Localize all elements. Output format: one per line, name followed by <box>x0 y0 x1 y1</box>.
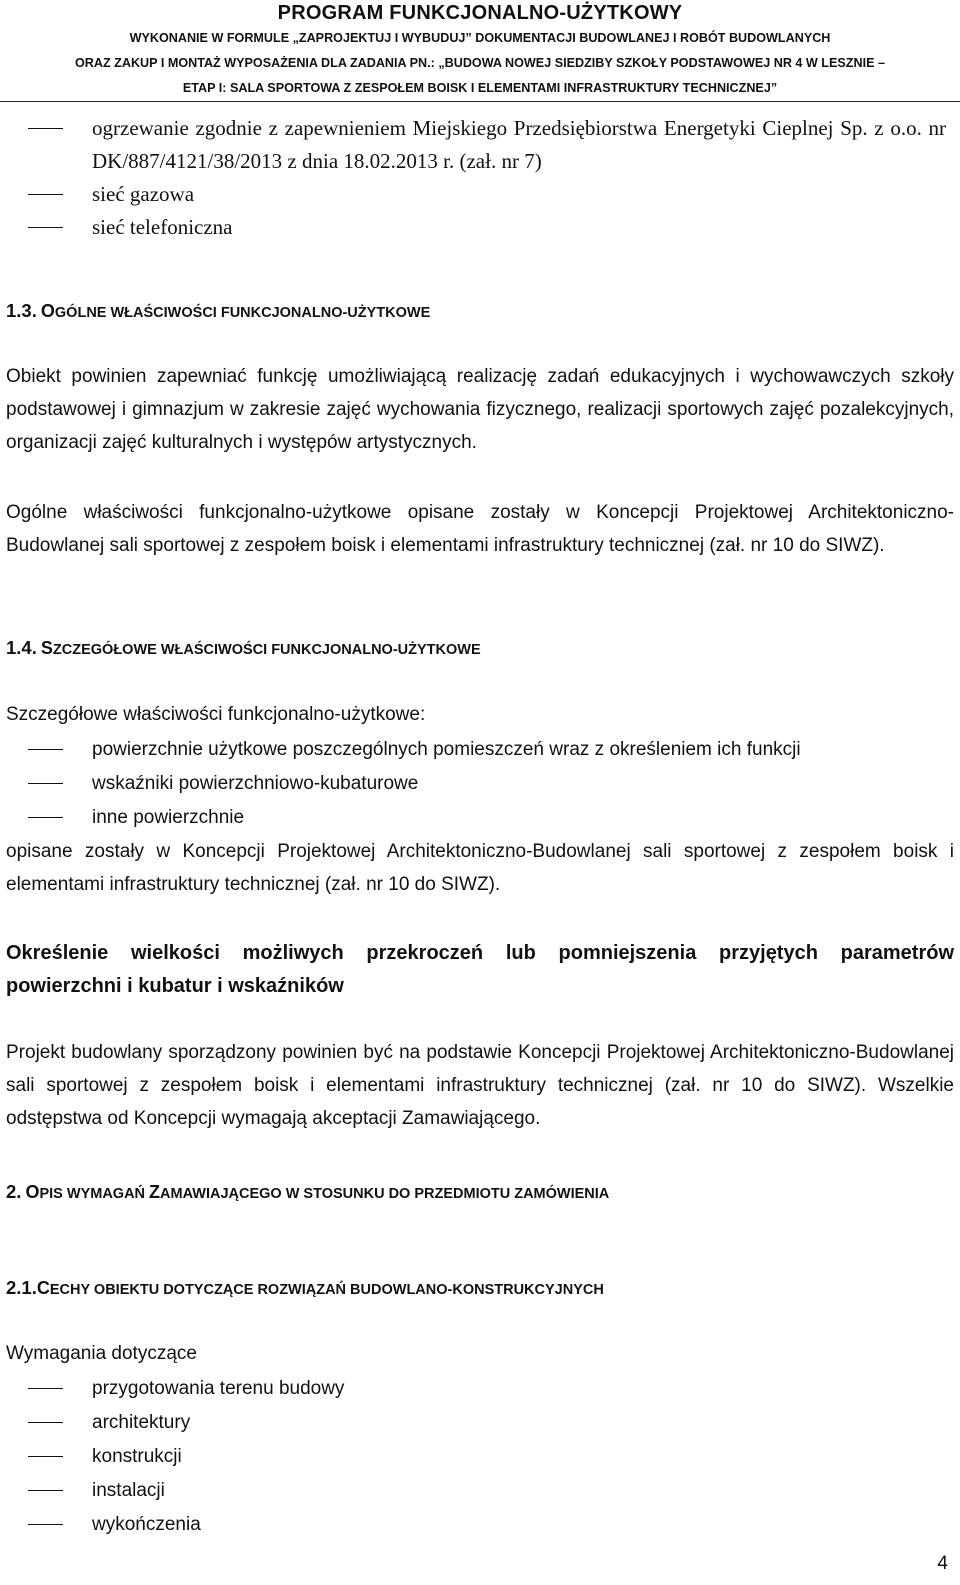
paragraph: Obiekt powinien zapewniać funkcję umożliwiającą realizację zadań edukacyjnych i wychowawczych szkoły podstawowej i gimnazjum w zakresie zajęć wychowania fizycznego, realizacji sportowych zajęć pozalekcyjnych, organizacji zajęć kulturalnych i występów artystycznych. <box>6 366 954 453</box>
list-item: powierzchnie użytkowe poszczególnych pomieszczeń wraz z określeniem ich funkcji <box>28 733 946 766</box>
section-heading-1-3: 1.3. OGÓLNE WŁAŚCIWOŚCI FUNKCJONALNO-UŻYTKOWE <box>6 300 431 321</box>
bold-heading: Określenie wielkości możliwych przekroczeń lub pomniejszenia przyjętych parametrów powierzchni i kubatur i wskaźników <box>6 942 954 997</box>
paragraph: opisane zostały w Koncepcji Projektowej Architektoniczno-Budowlanej sali sportowej z zespołem boisk i elementami infrastruktury technicznej (zał. nr 10 do SIWZ). <box>6 841 954 895</box>
header-line-3: ETAP I: SALA SPORTOWA Z ZESPOŁEM BOISK I ELEMENTAMI INFRASTRUKTURY TECHNICZNEJ” <box>182 81 778 95</box>
list-item: wykończenia <box>28 1508 946 1541</box>
header-line-1: WYKONANIE W FORMULE „ZAPROJEKTUJ I WYBUDUJ” DOKUMENTACJI BUDOWLANEJ I ROBÓT BUDOWLANYCH <box>129 31 831 45</box>
header-title: PROGRAM FUNKCJONALNO-UŻYTKOWY <box>277 2 683 24</box>
list-item: wskaźniki powierzchniowo-kubaturowe <box>28 767 946 800</box>
document-header <box>0 0 960 102</box>
paragraph: Szczegółowe właściwości funkcjonalno-użytkowe: <box>6 704 426 725</box>
list-item: sieć telefoniczna <box>28 211 946 244</box>
list-item: konstrukcji <box>28 1440 946 1473</box>
list-item: sieć gazowa <box>28 178 946 211</box>
list-item: instalacji <box>28 1474 946 1507</box>
list-item: architektury <box>28 1406 946 1439</box>
paragraph: Wymagania dotyczące <box>6 1343 197 1364</box>
list-item: przygotowania terenu budowy <box>28 1372 946 1405</box>
paragraph: Projekt budowlany sporządzony powinien być na podstawie Koncepcji Projektowej Architektoniczno-Budowlanej sali sportowej z zespołem boisk i elementami infrastruktury technicznej (zał. nr 10 do SIWZ). Wszelkie odstępstwa od Koncepcji wymagają akceptacji Zamawiającego. <box>6 1042 954 1129</box>
page-number: 4 <box>937 1553 948 1574</box>
paragraph: Ogólne właściwości funkcjonalno-użytkowe opisane zostały w Koncepcji Projektowej Architektoniczno-Budowlanej sali sportowej z zespołem boisk i elementami infrastruktury technicznej (zał. nr 10 do SIWZ). <box>6 502 954 556</box>
section-heading-2-1: 2.1.CECHY OBIEKTU DOTYCZĄCE ROZWIĄZAŃ BUDOWLANO-KONSTRUKCYJNYCH <box>6 1277 604 1298</box>
section-heading-1-4: 1.4. SZCZEGÓŁOWE WŁAŚCIWOŚCI FUNKCJONALNO-UŻYTKOWE <box>6 637 481 658</box>
list-item: ogrzewanie zgodnie z zapewnieniem Miejskiego Przedsiębiorstwa Energetyki Cieplnej Sp. z o.o. nr DK/887/4121/38/2013 z dnia 18.02.2013 r. (zał. nr 7) <box>28 112 946 178</box>
section-heading-2: 2. OPIS WYMAGAŃ ZAMAWIAJĄCEGO W STOSUNKU DO PRZEDMIOTU ZAMÓWIENIA <box>6 1181 610 1202</box>
header-line-2: ORAZ ZAKUP I MONTAŻ WYPOSAŻENIA DLA ZADANIA PN.: „BUDOWA NOWEJ SIEDZIBY SZKOŁY PODSTAWOWEJ NR 4 W LESZNIE – <box>75 56 885 70</box>
list-item: inne powierzchnie <box>28 801 946 834</box>
